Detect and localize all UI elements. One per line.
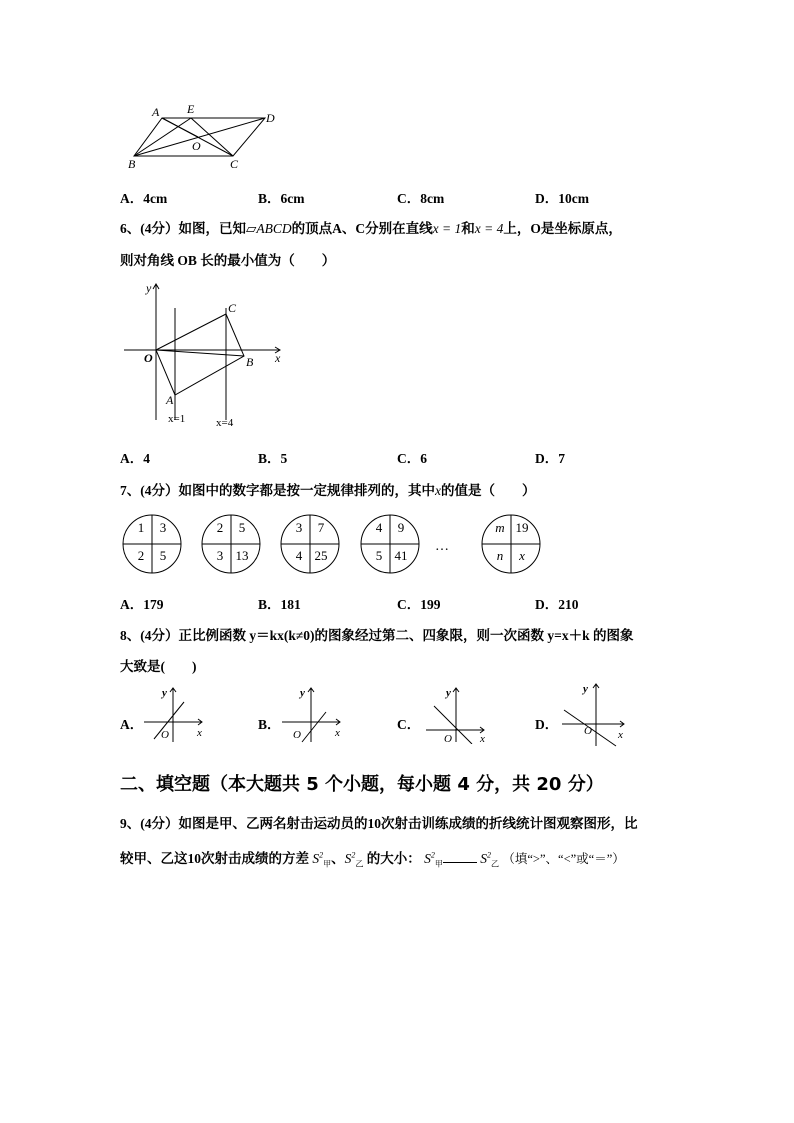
- q8-option-c-letter: C．: [397, 717, 421, 732]
- q5-label-o: O: [192, 139, 201, 153]
- q7-circle-3-tl: 3: [295, 520, 303, 535]
- q6-option-d: D．7: [535, 451, 565, 466]
- q7-circle-5-tr: 19: [515, 520, 529, 535]
- q7-circle-5-bl: n: [496, 548, 504, 563]
- q8-option-a-letter: A．: [120, 717, 144, 732]
- q8-option-b-letter: B．: [258, 717, 281, 732]
- q8-graph-a-line: [154, 702, 184, 739]
- q7-circle-1-br: 5: [159, 548, 167, 563]
- q8-graph-d: [558, 680, 630, 756]
- q6-option-b: B．5: [258, 451, 288, 466]
- q8-graph-b-line: [302, 712, 326, 742]
- q8-stem-line1: 8、(4分）正比例函数 y＝kx(k≠0)的图象经过第二、四象限，则一次函数 y=x＋k 的图象: [120, 628, 634, 643]
- q6-stem-line1: 6、(4分）如图，已知▱ABCD的顶点A、C分别在直线x = 1和x = 4上，O是坐标原点，: [120, 221, 622, 236]
- q7-circle-1-tl: 1: [137, 520, 145, 535]
- q7-circle-4: [361, 515, 419, 573]
- q8-graph-c: [422, 684, 492, 744]
- q7-option-a: A．179: [120, 597, 164, 612]
- q7-circles-figure: [120, 510, 550, 578]
- q7-circle-2: [202, 515, 260, 573]
- q8-graph-b: [278, 684, 348, 744]
- svg-text:y: y: [162, 687, 167, 699]
- q9-answer-right: $S^2_乙$: [480, 850, 499, 869]
- q6-stem-line2: 则对角线 OB 长的最小值为（ ）: [120, 253, 336, 268]
- svg-text:y: y: [446, 687, 451, 699]
- q5-option-c: C．8cm: [397, 191, 445, 206]
- q6-label-b: B: [246, 355, 254, 369]
- q5-option-d: D．10cm: [535, 191, 589, 206]
- q9-s-jia: $S^2_甲$: [312, 850, 332, 869]
- q6-label-x: x: [275, 351, 281, 365]
- q7-circle-2-bl: 3: [216, 548, 224, 563]
- svg-text:O: O: [293, 729, 301, 741]
- q5-parallelogram-figure: [120, 98, 290, 174]
- q7-circle-2-br: 13: [235, 548, 249, 563]
- q7-option-b: B．181: [258, 597, 301, 612]
- section-2-heading: 二、填空题（本大题共 5 个小题，每小题 4 分，共 20 分）: [120, 774, 604, 795]
- q7-stem: 7、(4分）如图中的数字都是按一定规律排列的，其中x的值是（ ）: [120, 483, 536, 498]
- svg-text:y: y: [583, 683, 588, 695]
- svg-text:O: O: [584, 725, 592, 737]
- q6-label-x4: x=4: [216, 417, 234, 429]
- q5-label-c: C: [230, 157, 239, 171]
- q7-circle-4-tl: 4: [375, 520, 383, 535]
- q9-stem-line2: 较甲、乙这10次射击成绩的方差 $S^2_甲$、$S^2_乙$ 的大小： $S^2_甲$ $S^2_乙$ （填“>”、“<”或“＝”）: [120, 850, 625, 869]
- q7-ellipsis: …: [435, 539, 449, 554]
- q8-graph-c-line: [434, 706, 472, 744]
- q8-graph-a: [140, 684, 210, 744]
- q6-coordinate-figure: [120, 278, 290, 430]
- q7-circle-3-bl: 4: [295, 548, 303, 563]
- svg-text:x: x: [618, 729, 623, 741]
- svg-text:x: x: [480, 733, 485, 744]
- q6-label-x1: x=1: [168, 413, 186, 425]
- q6-parallelogram: [156, 314, 244, 395]
- q7-circle-3: [281, 515, 339, 573]
- q6-option-a: A．4: [120, 451, 150, 466]
- q6-label-a: A: [166, 393, 174, 407]
- q5-option-b: B．6cm: [258, 191, 305, 206]
- q7-circle-1: [123, 515, 181, 573]
- q7-option-c: C．199: [397, 597, 441, 612]
- q8-option-d-letter: D．: [535, 717, 559, 732]
- svg-text:x: x: [197, 727, 202, 739]
- svg-text:O: O: [161, 729, 169, 741]
- q7-circle-2-tr: 5: [238, 520, 246, 535]
- q7-option-d: D．210: [535, 597, 579, 612]
- q7-circle-5-tl: m: [495, 520, 505, 535]
- q8-stem-line2: 大致是( ): [120, 659, 197, 674]
- q7-circle-4-bl: 5: [375, 548, 383, 563]
- q5-option-a: A．4cm: [120, 191, 168, 206]
- q7-circle-2-tl: 2: [216, 520, 224, 535]
- q7-circle-5: [482, 515, 540, 573]
- q6-label-c: C: [228, 301, 237, 315]
- q6-option-c: C．6: [397, 451, 427, 466]
- q7-circle-4-tr: 9: [397, 520, 405, 535]
- q6-label-o: O: [144, 351, 153, 365]
- q7-circle-5-br: x: [519, 548, 525, 563]
- q7-circle-1-bl: 2: [137, 548, 145, 563]
- q9-stem-line1: 9、(4分）如图是甲、乙两名射击运动员的10次射击训练成绩的折线统计图观察图形，比: [120, 816, 638, 831]
- q5-label-e: E: [187, 102, 195, 116]
- svg-text:y: y: [300, 687, 305, 699]
- q5-label-a: A: [152, 105, 160, 119]
- q5-label-d: D: [266, 111, 275, 125]
- q7-circle-3-br: 25: [314, 548, 328, 563]
- q7-circle-1-tr: 3: [159, 520, 167, 535]
- svg-text:x: x: [335, 727, 340, 739]
- q6-label-y: y: [146, 281, 152, 295]
- q7-circle-3-tr: 7: [317, 520, 325, 535]
- q9-s-yi: $S^2_乙$: [344, 850, 364, 869]
- q9-answer-blank[interactable]: [443, 850, 477, 863]
- q5-label-b: B: [128, 157, 136, 171]
- q7-circle-4-br: 41: [394, 548, 408, 563]
- svg-text:O: O: [444, 733, 452, 744]
- q9-answer-left: $S^2_甲$: [424, 850, 443, 869]
